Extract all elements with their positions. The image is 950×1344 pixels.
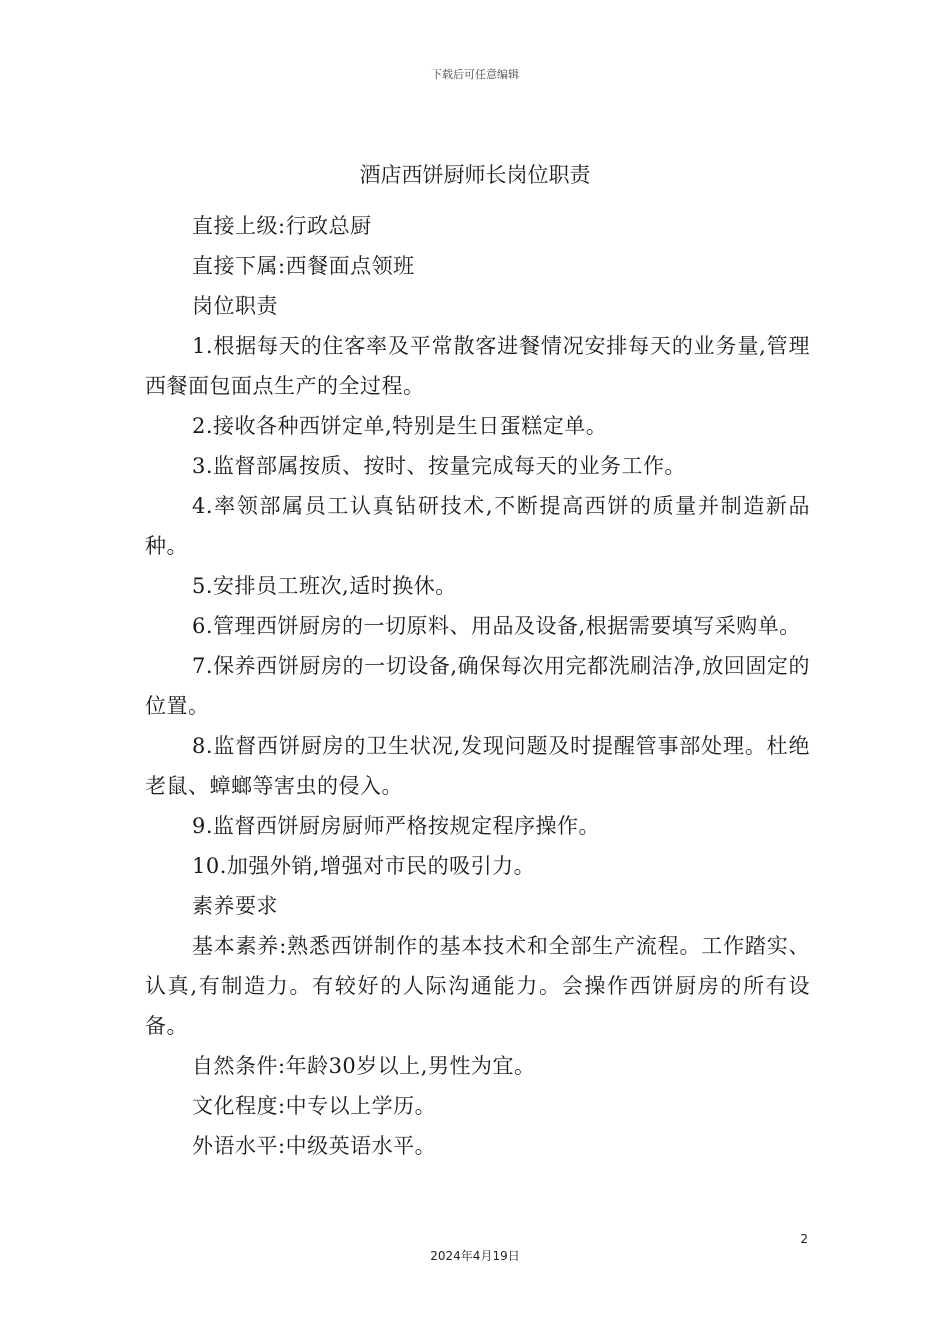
duty-item-3: 3.监督部属按质、按时、按量完成每天的业务工作。 [192, 454, 687, 478]
document-title: 酒店西饼厨师长岗位职责 [359, 163, 591, 187]
requirement-natural-conditions: 自然条件:年龄30岁以上,男性为宜。 [192, 1054, 536, 1078]
requirement-basic-quality: 基本素养:熟悉西饼制作的基本技术和全部生产流程。工作踏实、认真,有制造力。有较好的人际沟通能力。会操作西饼厨房的所有设备。 [145, 934, 810, 1038]
duty-item-2: 2.接收各种西饼定单,特别是生日蛋糕定单。 [192, 414, 608, 438]
duty-item-10: 10.加强外销,增强对市民的吸引力。 [192, 854, 536, 878]
requirement-education: 文化程度:中专以上学历。 [192, 1094, 437, 1118]
header-note: 下载后可任意编辑 [431, 68, 519, 81]
duty-item-6: 6.管理西饼厨房的一切原料、用品及设备,根据需要填写采购单。 [192, 614, 801, 638]
page-number: 2 [800, 1232, 808, 1246]
footer-date: 2024年4月19日 [430, 1249, 520, 1263]
section-heading-duties: 岗位职责 [192, 294, 278, 318]
duty-item-5: 5.安排员工班次,适时换休。 [192, 574, 457, 598]
paragraph-direct-superior: 直接上级:行政总厨 [192, 214, 372, 238]
duty-item-7: 7.保养西饼厨房的一切设备,确保每次用完都洗刷洁净,放回固定的位置。 [145, 654, 810, 718]
requirement-foreign-language: 外语水平:中级英语水平。 [192, 1134, 437, 1158]
duty-item-4: 4.率领部属员工认真钻研技术,不断提高西饼的质量并制造新品种。 [145, 494, 810, 558]
paragraph-direct-subordinate: 直接下属:西餐面点领班 [192, 254, 415, 278]
duty-item-9: 9.监督西饼厨房厨师严格按规定程序操作。 [192, 814, 601, 838]
document-body [145, 206, 810, 1166]
duty-item-1: 1.根据每天的住客率及平常散客进餐情况安排每天的业务量,管理西餐面包面点生产的全过程。 [145, 334, 810, 398]
section-heading-requirements: 素养要求 [192, 894, 278, 918]
duty-item-8: 8.监督西饼厨房的卫生状况,发现问题及时提醒管事部处理。杜绝老鼠、蟑螂等害虫的侵入。 [145, 734, 810, 798]
